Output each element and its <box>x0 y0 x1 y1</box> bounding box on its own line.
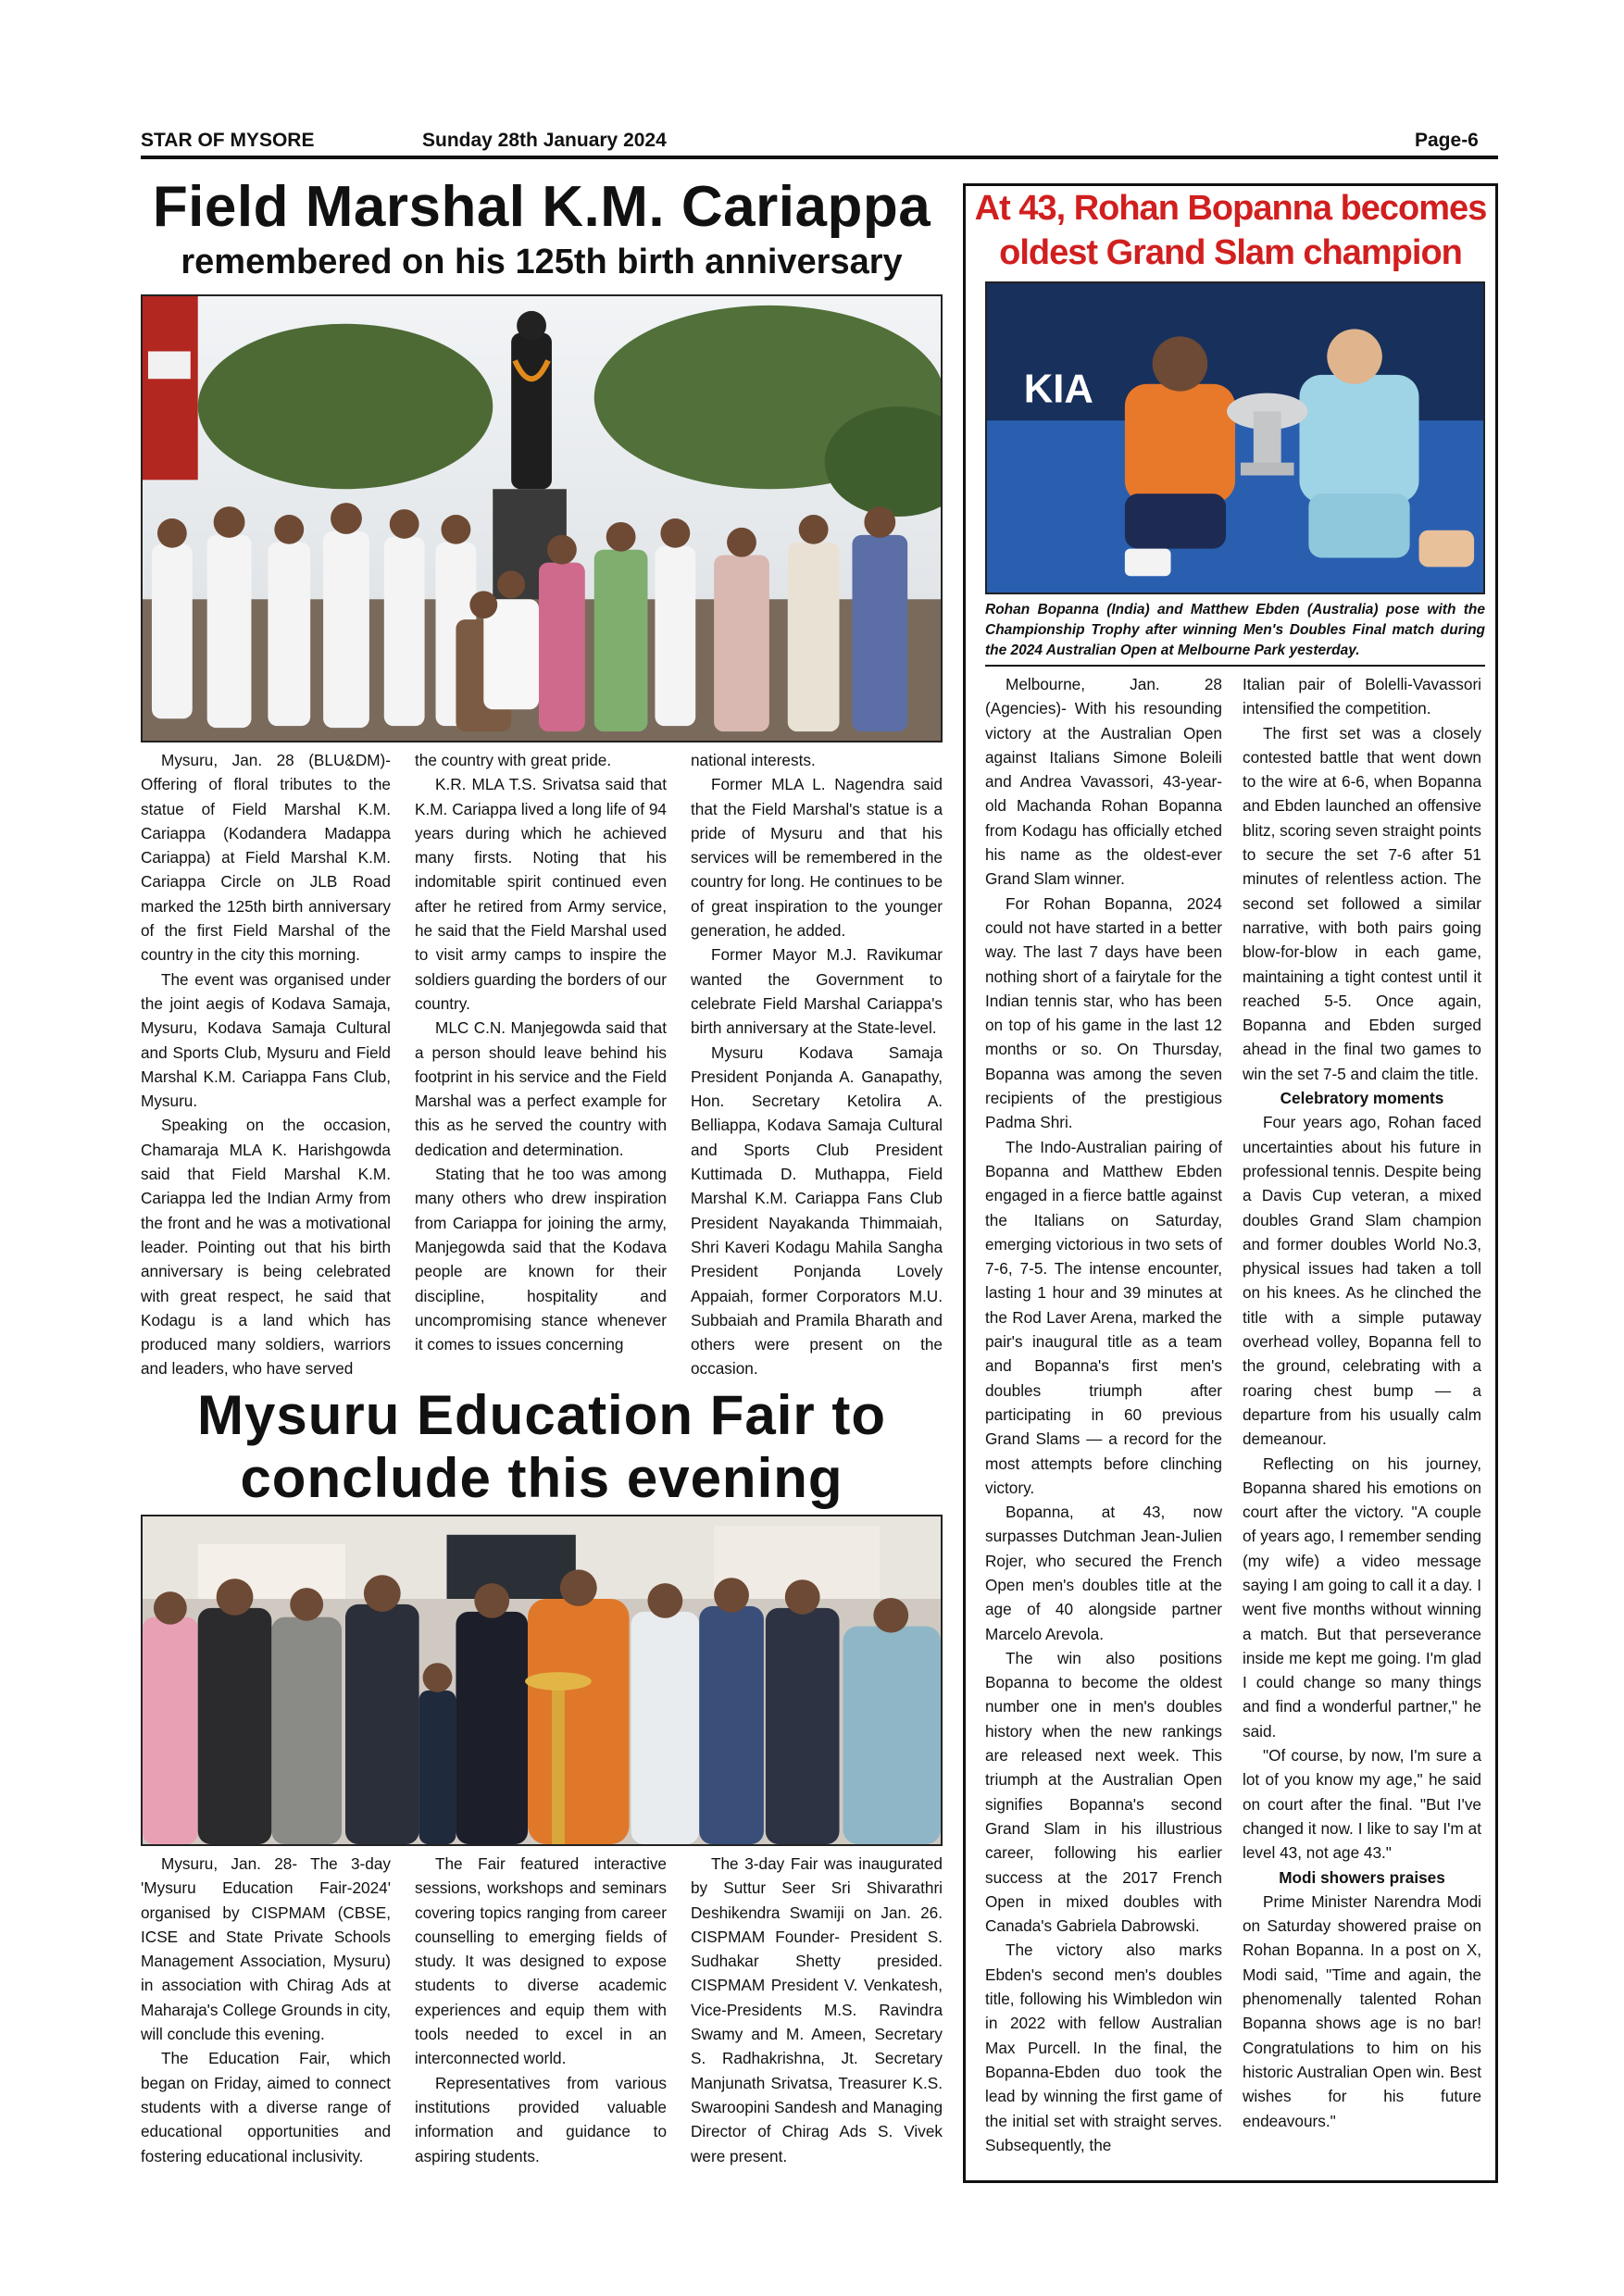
cariappa-col3-p4: Mysuru Kodava Samaja President Ponjanda A. Ganapathy, Hon. Secretary Ketolira A. Belliappa, Kodava Samaja Cultural and Sports Club President Kuttimada D. Muthappa, Field Marshal K.M. Cariappa Fans Club President Nayakanda Thimmaiah, Shri Kaveri Kodagu Mahila Sangha President Ponjanda Lovely Appaiah, former Corporators M.U. Subbaiah and Pramila Bharath and others were present on the occasion. <box>691 1042 943 1378</box>
bopanna-col2-p1: Italian pair of Bolelli-Vavassori intensified the competition. <box>1243 675 1481 718</box>
bopanna-col2-p5: "Of course, by now, I'm sure a lot of you know my age," he said on court after the final. "But I've changed it now. I like to say I'm at level 43, not age 43." <box>1243 1746 1481 1863</box>
cariappa-column-2 <box>415 748 667 1378</box>
bopanna-col1-p2: For Rohan Bopanna, 2024 could not have started in a better way. The last 7 days have been nothing short of a fairytale for the Indian tennis star, who has been on top of his game in the last 12 months or so. On Thursday, Bopanna was among the seven recipients of the prestigious Padma Shri. <box>985 893 1222 1132</box>
fair-column-2 <box>415 1852 667 2166</box>
fair-headline-line1: Mysuru Education Fair to <box>196 1384 887 1446</box>
cariappa-photo-image <box>143 296 941 741</box>
bopanna-col1-p5: The win also positions Bopanna to become the oldest number one in men's doubles history when the new rankings are released next week. This triumph at the Australian Open signifies Bopanna's second Grand Slam in his illustrious career, following his earlier success at the 2017 French Open in mixed doubles with Canada's Gabriela Dabrowski. <box>985 1648 1222 1936</box>
bopanna-subhead-modi: Modi showers praises <box>1279 1867 1445 1887</box>
cariappa-col3-p3: Former Mayor M.J. Ravikumar wanted the Government to celebrate Field Marshal Cariappa's birth anniversary at the State-level. <box>691 945 943 1038</box>
fair-col1-p2: The Education Fair, which began on Friday, aimed to connect students with a diverse range of educational opportunities and fostering educational inclusivity. <box>141 2049 391 2165</box>
fair-col2-p1: The Fair featured interactive sessions, workshops and seminars covering topics ranging from career counselling to emerging fields of study. It was designed to expose students to diverse academic experiences and equip them with tools needed to excel in an interconnected world. <box>415 1854 667 2068</box>
fair-column-1 <box>141 1852 391 2166</box>
fair-headline-line2: conclude this evening <box>240 1447 843 1509</box>
bopanna-photo <box>985 281 1485 594</box>
bopanna-photo-image <box>987 283 1483 593</box>
bopanna-col2-p3: Four years ago, Rohan faced uncertainties about his future in professional tennis. Despite being a Davis Cup veteran, a mixed doubles Grand Slam champion and former doubles World No.3, physical issues had taken a toll on his knees. As he clinched the title with a simple putaway overhead volley, Bopanna fell to the ground, celebrating with a roaring chest bump — a departure from his usually calm demeanour. <box>1243 1113 1481 1449</box>
fair-column-3 <box>691 1852 943 2166</box>
cariappa-col2-p1: the country with great pride. <box>415 751 612 769</box>
bopanna-subhead-celebratory: Celebratory moments <box>1280 1089 1444 1108</box>
masthead-rule <box>141 156 1498 159</box>
masthead-date: Sunday 28th January 2024 <box>422 130 667 151</box>
cariappa-col1-p3: Speaking on the occasion, Chamaraja MLA K. Harishgowda said that Field Marshal K.M. Cariappa led the Indian Army from the front and he was a motivational leader. Pointing out that his birth anniversary is being celebrated with great respect, he said that Kodagu is a land which has produced many soldiers, warriors and leaders, who have served <box>141 1116 391 1378</box>
kia-logo-text: KIA <box>1023 367 1093 412</box>
bopanna-col2-p2: The first set was a closely contested battle that went down to the wire at 6-6, when Bopanna and Ebden launched an offensive blitz, scoring seven straight points to secure the set 7-6 after 51 minutes of relentless action. The second set followed a similar narrative, with both pairs going blow-for-blow in each game, maintaining a tight contest until it reached 5-5. Once again, Bopanna and Ebden surged ahead in the final two games to win the set 7-5 and claim the title. <box>1243 723 1481 1083</box>
bopanna-headline-line1: At 43, Rohan Bopanna becomes <box>974 189 1487 228</box>
fair-col2-p2: Representatives from various institutions provided valuable information and guidance to aspiring students. <box>415 2073 667 2165</box>
cariappa-column-3 <box>691 748 943 1378</box>
cariappa-col3-p1: national interests. <box>691 751 816 769</box>
bopanna-col1-p6: The victory also marks Ebden's second men's doubles title, following his Wimbledon win in 2022 with fellow Australian Max Purcell. In the final, the Bopanna-Ebden duo took the lead by winning the first game of the initial set with straight serves. Subsequently, the <box>985 1940 1222 2154</box>
cariappa-col2-p3: MLC C.N. Manjegowda said that a person should leave behind his footprint in his service and the Field Marshal was a perfect example for this as he served the country with dedication and determination. <box>415 1018 667 1159</box>
cariappa-col2-p4: Stating that he too was among many others who drew inspiration from Cariappa for joining the army, Manjegowda said that the Kodava people are known for their discipline, hospitality and uncompromising stance whenever it comes to issues concerning <box>415 1165 667 1354</box>
cariappa-subheadline: remembered on his 125th birth anniversary <box>181 243 903 281</box>
masthead-page: Page-6 <box>1415 130 1479 151</box>
bopanna-caption: Rohan Bopanna (India) and Matthew Ebden (Australia) pose with the Championship Trophy after winning Men's Doubles Final match during the 2024 Australian Open at Melbourne Park yesterday. <box>985 602 1485 658</box>
fair-col3-p1: The 3-day Fair was inaugurated by Suttur Seer Sri Shivarathri Deshikendra Swamiji on Jan. 26. CISPMAM Founder- President S. Sudhakar Shetty presided. CISPMAM President V. Venkatesh, Vice-Presidents M.S. Ravindra Swamy and M. Ameen, Secretary S. Radhakrishna, Jt. Secretary Manjunath Srivatsa, Treasurer K.S. Swaroopini Sandesh and Managing Director of Chirag Ads S. Vivek were present. <box>691 1854 943 2165</box>
bopanna-col2-p6: Prime Minister Narendra Modi on Saturday showered praise on Rohan Bopanna. In a post on X, Modi said, "Time and again, the phenomenally talented Rohan Bopanna shows age is no bar! Congratulations to him on his historic Australian Open win. Best wishes for his future endeavours." <box>1243 1891 1481 2130</box>
cariappa-col1-p1: Mysuru, Jan. 28 (BLU&DM)- Offering of floral tributes to the statue of Field Marshal K.M. Cariappa (Kodandera Madappa Cariappa) at Field Marshal K.M. Cariappa Circle on JLB Road marked the 125th birth anniversary of the first Field Marshal of the country in the city this morning. <box>141 751 391 965</box>
cariappa-col3-p2: Former MLA L. Nagendra said that the Field Marshal's statue is a pride of Mysuru and that his services will be remembered in the country for long. He continues to be of great inspiration to the younger generation, he added. <box>691 775 943 941</box>
bopanna-headline-line2: oldest Grand Slam champion <box>999 233 1462 272</box>
bopanna-col1-p4: Bopanna, at 43, now surpasses Dutchman Jean-Julien Rojer, who secured the French Open men's doubles title at the age of 40 alongside partner Marcelo Arevola. <box>985 1503 1222 1643</box>
fair-photo <box>141 1515 943 1846</box>
bopanna-column-2 <box>1243 672 1481 2172</box>
bopanna-col2-p4: Reflecting on his journey, Bopanna shared his emotions on court after the victory. "A couple of years ago, I remember sending (my wife) a video message saying I am going to call it a day. I went five months without winning a match. But that perseverance inside me kept me going. I'm glad I could change so many things and find a wonderful partner," he said. <box>1243 1454 1481 1741</box>
fair-photo-image <box>143 1516 941 1844</box>
masthead-paper: STAR OF MYSORE <box>141 130 315 151</box>
cariappa-col2-p2: K.R. MLA T.S. Srivatsa said that K.M. Cariappa lived a long life of 94 years during which he achieved many firsts. Noting that his indomitable spirit continued even after he retired from Army service, he said that the Field Marshal used to visit army camps to inspire the soldiers guarding the borders of our country. <box>415 775 667 1013</box>
cariappa-headline: Field Marshal K.M. Cariappa <box>152 175 931 239</box>
cariappa-column-1 <box>141 748 391 1378</box>
caption-rule <box>985 665 1485 667</box>
bopanna-column-1 <box>985 672 1222 2172</box>
cariappa-photo <box>141 294 943 742</box>
fair-col1-p1: Mysuru, Jan. 28- The 3-day 'Mysuru Education Fair-2024' organised by CISPMAM (CBSE, ICSE and State Private Schools Management Association, Mysuru) in association with Chirag Ads at Maharaja's College Grounds in city, will conclude this evening. <box>141 1854 391 2044</box>
cariappa-col1-p2: The event was organised under the joint aegis of Kodava Samaja, Mysuru, Kodava Samaja Cultural and Sports Club, Mysuru and Field Marshal K.M. Cariappa Fans Club, Mysuru. <box>141 969 391 1111</box>
bopanna-col1-p3: The Indo-Australian pairing of Bopanna and Matthew Ebden engaged in a fierce battle against the Italians on Saturday, emerging victorious in two sets of 7-6, 7-5. The intense encounter, lasting 1 hour and 39 minutes at the Rod Laver Arena, marked the pair's inaugural title as a team and Bopanna's first men's doubles triumph after participating in 60 previous Grand Slams — a record for the most attempts before clinching victory. <box>985 1137 1222 1497</box>
bopanna-col1-p1: Melbourne, Jan. 28 (Agencies)- With his resounding victory at the Australian Open against Italians Simone Boleili and Andrea Vavassori, 43-year-old Machanda Rohan Bopanna from Kodagu has officially etched his name as the oldest-ever Grand Slam winner. <box>985 675 1222 889</box>
